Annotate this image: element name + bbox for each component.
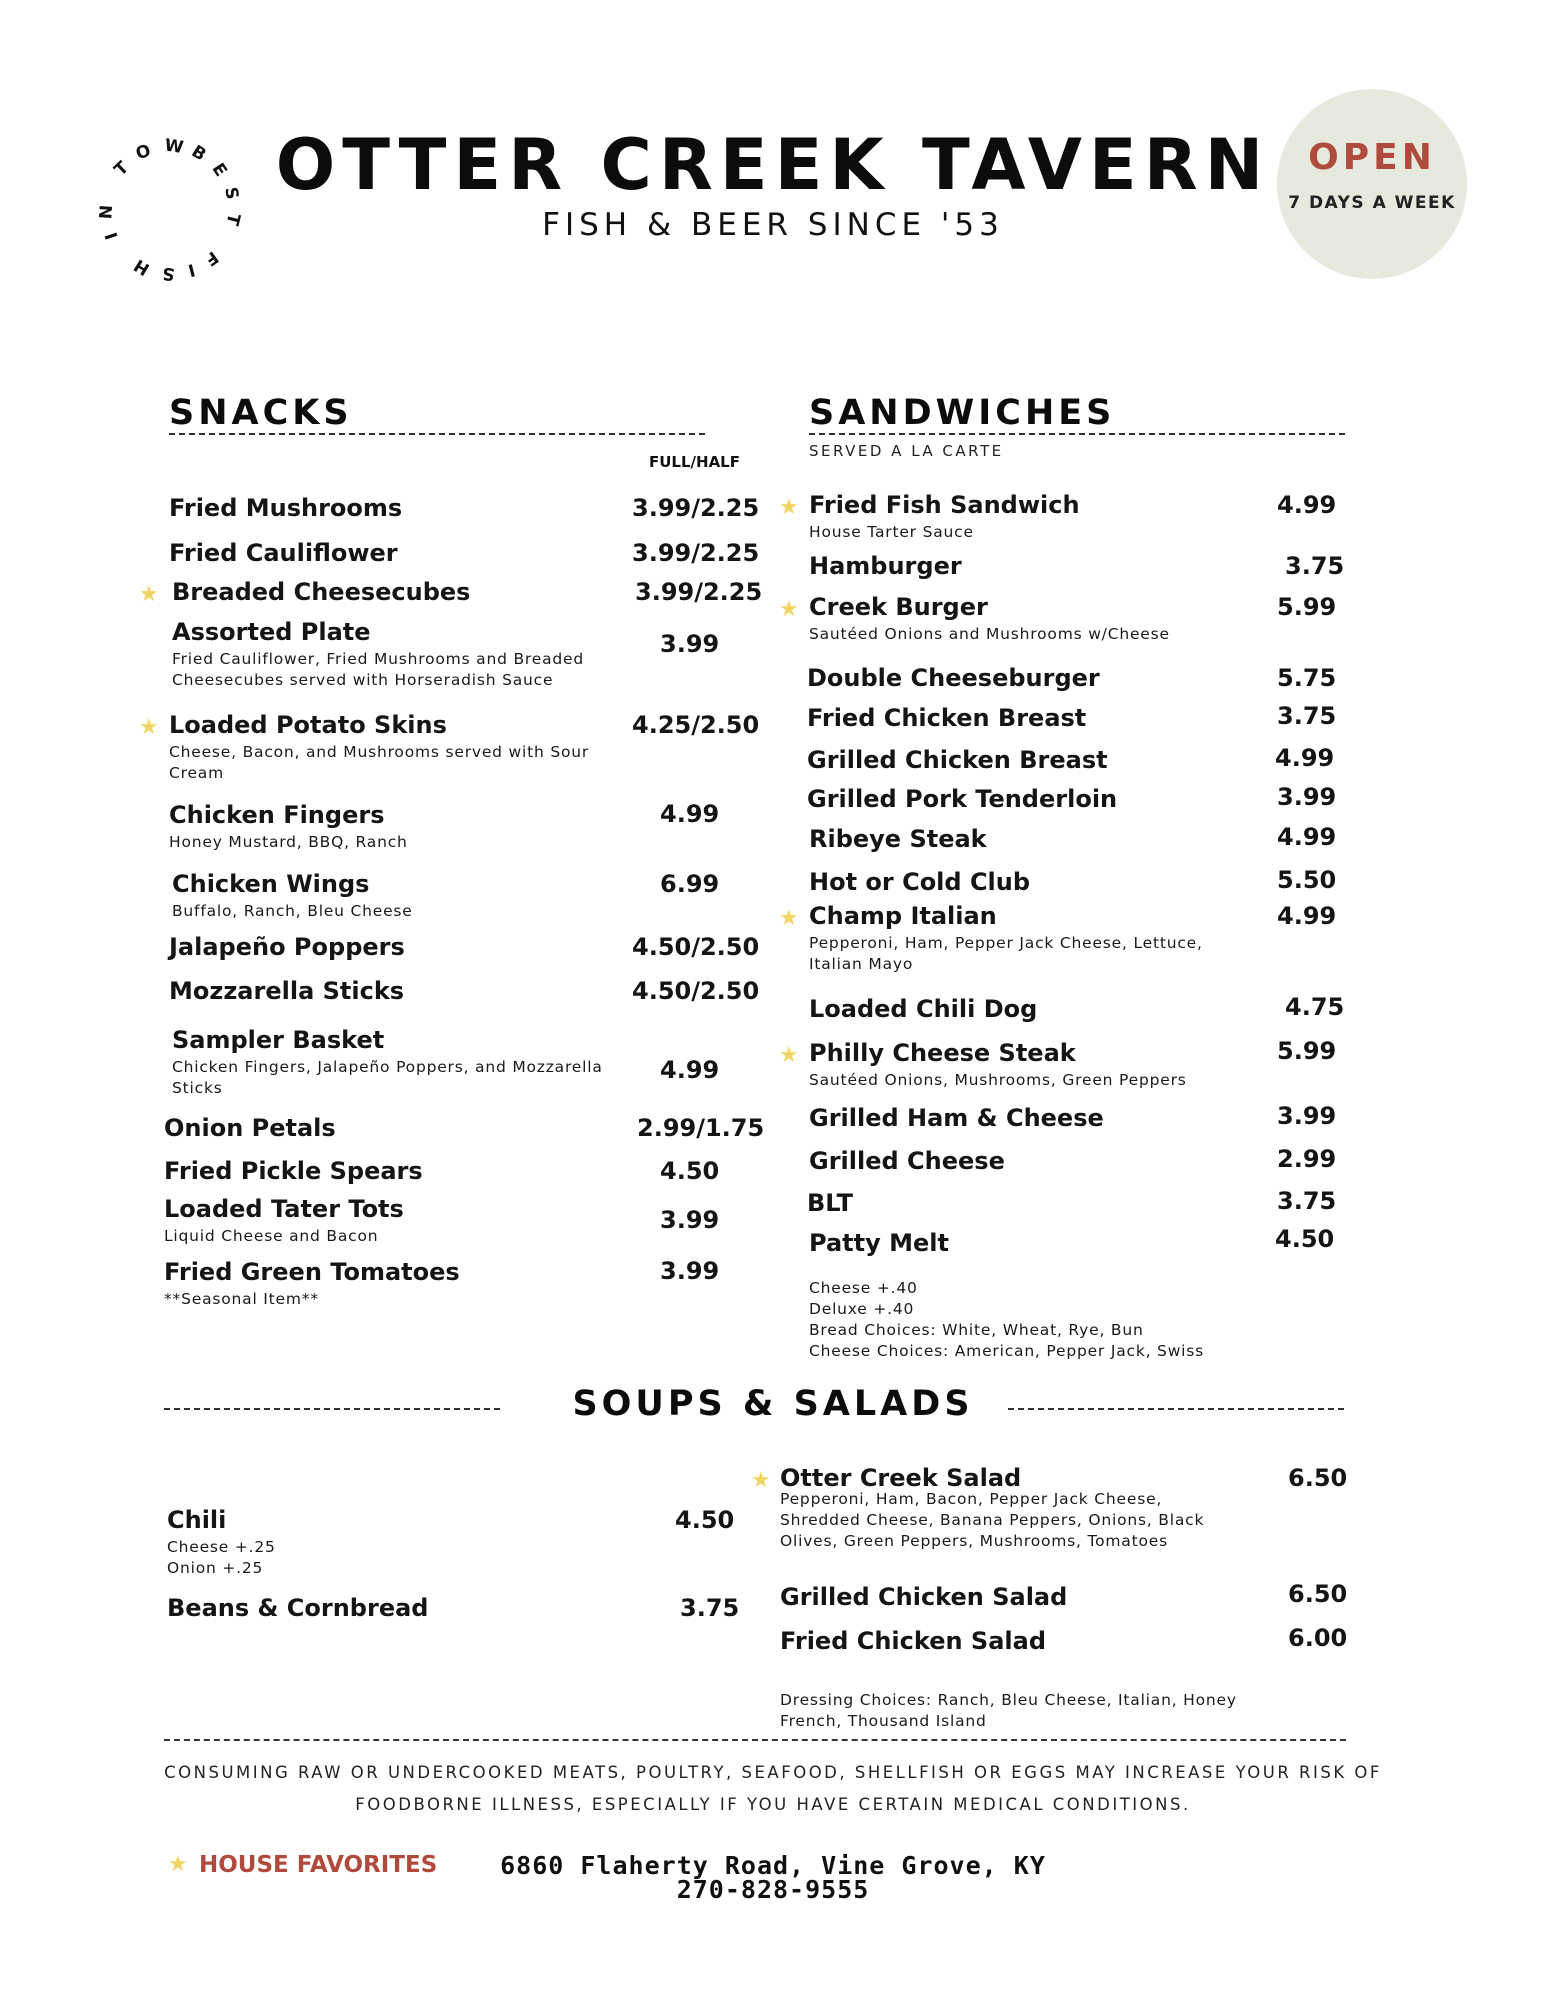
menu-item-price: 4.99 <box>1277 823 1337 851</box>
menu-item-price: 3.99 <box>660 1206 720 1234</box>
menu-item-price: 5.75 <box>1277 664 1337 692</box>
menu-item-name: Fried Chicken Breast <box>807 704 1087 732</box>
menu-item-name: Fried Mushrooms <box>169 494 403 522</box>
open-badge-word: OPEN <box>1308 137 1436 178</box>
menu-item-price: 4.99 <box>660 1056 720 1084</box>
snacks-heading: SNACKS <box>169 393 353 433</box>
sandwiches-note: SERVED A LA CARTE <box>809 442 1004 460</box>
menu-item-price: 4.99 <box>1277 491 1337 519</box>
restaurant-phone: 270-828-9555 <box>676 1875 870 1904</box>
menu-item-price: 4.50 <box>1275 1225 1335 1253</box>
menu-item-name: Fried Fish Sandwich <box>809 491 1080 519</box>
menu-item-price: 4.50 <box>675 1506 735 1534</box>
menu-item-name: Fried Cauliflower <box>169 539 398 567</box>
disclaimer-line-2: FOODBORNE ILLNESS, ESPECIALLY IF YOU HAVE CERTAIN MEDICAL CONDITIONS. <box>355 1795 1191 1814</box>
menu-item-price: 6.99 <box>660 870 720 898</box>
menu-item-price: 4.75 <box>1285 993 1345 1021</box>
menu-item-price: 5.50 <box>1277 866 1337 894</box>
soups-divider-right <box>1008 1408 1344 1410</box>
menu-item-price: 3.99 <box>660 1257 720 1285</box>
menu-item-name: Mozzarella Sticks <box>169 977 405 1005</box>
favorite-star-icon: ★ <box>779 596 799 621</box>
menu-item-description: Sautéed Onions and Mushrooms w/Cheese <box>809 625 1170 643</box>
menu-item-name: Chicken Fingers <box>169 801 385 829</box>
favorite-star-icon: ★ <box>139 714 159 739</box>
restaurant-subtitle: FISH & BEER SINCE '53 <box>542 207 1004 243</box>
sandwiches-divider <box>809 433 1345 435</box>
favorite-star-icon: ★ <box>779 905 799 930</box>
sandwich-extras <box>809 1278 1269 1362</box>
menu-item-name: Hamburger <box>809 552 962 580</box>
house-favorites-legend: HOUSE FAVORITES <box>199 1852 438 1878</box>
menu-item-name: Fried Pickle Spears <box>164 1157 423 1185</box>
menu-item-price: 5.99 <box>1277 1037 1337 1065</box>
menu-item-name: Chicken Wings <box>172 870 370 898</box>
snacks-divider <box>169 433 705 435</box>
menu-item-name: BLT <box>807 1189 853 1217</box>
menu-item-name: Loaded Tater Tots <box>164 1195 404 1223</box>
menu-item-price: 4.50 <box>660 1157 720 1185</box>
favorite-star-icon: ★ <box>139 581 159 606</box>
menu-item-price: 3.99 <box>1277 1102 1337 1130</box>
favorite-star-icon: ★ <box>779 1042 799 1067</box>
menu-item-name: Ribeye Steak <box>809 825 987 853</box>
menu-item-description: House Tarter Sauce <box>809 523 974 541</box>
menu-item-name: Chili <box>167 1506 227 1534</box>
menu-item-price: 3.75 <box>1277 702 1337 730</box>
menu-item-description: Sautéed Onions, Mushrooms, Green Peppers <box>809 1071 1187 1089</box>
open-badge-days: 7 DAYS A WEEK <box>1288 193 1456 213</box>
menu-item-name: Otter Creek Salad <box>780 1464 1022 1492</box>
menu-item-price: 2.99/1.75 <box>637 1114 765 1142</box>
menu-item-price: 4.25/2.50 <box>632 711 760 739</box>
menu-item-name: Assorted Plate <box>172 618 371 646</box>
menu-item-name: Jalapeño Poppers <box>169 933 405 961</box>
menu-item-price: 3.75 <box>1277 1187 1337 1215</box>
menu-item-description: Cheese +.25 Onion +.25 <box>167 1538 276 1577</box>
menu-item-price: 6.00 <box>1288 1624 1348 1652</box>
sandwiches-heading: SANDWICHES <box>809 393 1116 433</box>
menu-item-price: 2.99 <box>1277 1145 1337 1173</box>
menu-item-description: Cheese, Bacon, and Mushrooms served with Sour Cream <box>169 743 590 782</box>
menu-item-name: Grilled Ham & Cheese <box>809 1104 1104 1132</box>
menu-item-price: 3.99/2.25 <box>632 539 760 567</box>
menu-item-price: 3.99/2.25 <box>635 578 763 606</box>
restaurant-title: OTTER CREEK TAVERN <box>275 124 1271 206</box>
menu-item-name: Loaded Potato Skins <box>169 711 447 739</box>
full-half-label: FULL/HALF <box>649 453 740 471</box>
menu-item-description: Liquid Cheese and Bacon <box>164 1227 379 1245</box>
menu-item-name: Grilled Chicken Salad <box>780 1583 1068 1611</box>
menu-item-name: Grilled Pork Tenderloin <box>807 785 1118 813</box>
menu-item-price: 3.99 <box>1277 783 1337 811</box>
menu-item-name: Beans & Cornbread <box>167 1594 429 1622</box>
menu-item-name: Champ Italian <box>809 902 997 930</box>
footer-divider <box>164 1739 1346 1741</box>
open-badge <box>1277 89 1467 279</box>
menu-item-name: Onion Petals <box>164 1114 336 1142</box>
restaurant-address: 6860 Flaherty Road, Vine Grove, KY <box>500 1851 1046 1880</box>
extra-cheese: Cheese +.40 <box>809 1279 918 1297</box>
menu-item-price: 3.75 <box>680 1594 740 1622</box>
menu-item-name: Hot or Cold Club <box>809 868 1031 896</box>
extra-cheese-choices: Cheese Choices: American, Pepper Jack, Swiss <box>809 1342 1205 1360</box>
menu-item-price: 6.50 <box>1288 1464 1348 1492</box>
menu-item-description: Buffalo, Ranch, Bleu Cheese <box>172 902 413 920</box>
menu-item-price: 4.99 <box>1275 744 1335 772</box>
favorite-star-icon: ★ <box>779 494 799 519</box>
menu-item-price: 4.99 <box>660 800 720 828</box>
menu-item-name: Fried Green Tomatoes <box>164 1258 460 1286</box>
extra-deluxe: Deluxe +.40 <box>809 1300 915 1318</box>
menu-item-price: 6.50 <box>1288 1580 1348 1608</box>
menu-item-description: Honey Mustard, BBQ, Ranch <box>169 833 408 851</box>
menu-item-name: Breaded Cheesecubes <box>172 578 471 606</box>
extra-bread-choices: Bread Choices: White, Wheat, Rye, Bun <box>809 1321 1144 1339</box>
menu-item-price: 3.99/2.25 <box>632 494 760 522</box>
menu-item-name: Creek Burger <box>809 593 988 621</box>
menu-item-price: 3.75 <box>1285 552 1345 580</box>
menu-item-name: Grilled Chicken Breast <box>807 746 1108 774</box>
disclaimer-line-1: CONSUMING RAW OR UNDERCOOKED MEATS, POULTRY, SEAFOOD, SHELLFISH OR EGGS MAY INCREASE YOUR RISK OF <box>164 1763 1382 1782</box>
menu-item-name: Fried Chicken Salad <box>780 1627 1047 1655</box>
menu-item-description: Pepperoni, Ham, Pepper Jack Cheese, Lettuce, Italian Mayo <box>809 934 1203 973</box>
menu-item-name: Sampler Basket <box>172 1026 385 1054</box>
menu-item-description: Fried Cauliflower, Fried Mushrooms and Breaded Cheesecubes served with Horseradish Sauce <box>172 650 584 689</box>
menu-item-price: 5.99 <box>1277 593 1337 621</box>
circle-badge-text: BEST FISH IN TOWN <box>96 135 244 284</box>
star-icon: ★ <box>168 1851 188 1876</box>
menu-item-price: 4.50/2.50 <box>632 977 760 1005</box>
menu-item-name: Loaded Chili Dog <box>809 995 1038 1023</box>
menu-item-description: **Seasonal Item** <box>164 1290 319 1308</box>
menu-item-description: Chicken Fingers, Jalapeño Poppers, and Mozzarella Sticks <box>172 1058 603 1097</box>
dressing-choices-note: Dressing Choices: Ranch, Bleu Cheese, Italian, Honey French, Thousand Island <box>780 1691 1237 1730</box>
menu-item-name: Grilled Cheese <box>809 1147 1005 1175</box>
favorite-star-icon: ★ <box>751 1467 771 1492</box>
menu-item-price: 4.50/2.50 <box>632 933 760 961</box>
menu-item-price: 4.99 <box>1277 902 1337 930</box>
menu-item-name: Patty Melt <box>809 1229 949 1257</box>
menu-item-name: Philly Cheese Steak <box>809 1039 1076 1067</box>
menu-item-description: Pepperoni, Ham, Bacon, Pepper Jack Cheese, Shredded Cheese, Banana Peppers, Onions, Black Olives, Green Peppers, Mushrooms, Tomatoes <box>780 1490 1205 1550</box>
menu-item-price: 3.99 <box>660 630 720 658</box>
soups-salads-heading: SOUPS & SALADS <box>572 1384 974 1424</box>
menu-item-name: Double Cheeseburger <box>807 664 1100 692</box>
